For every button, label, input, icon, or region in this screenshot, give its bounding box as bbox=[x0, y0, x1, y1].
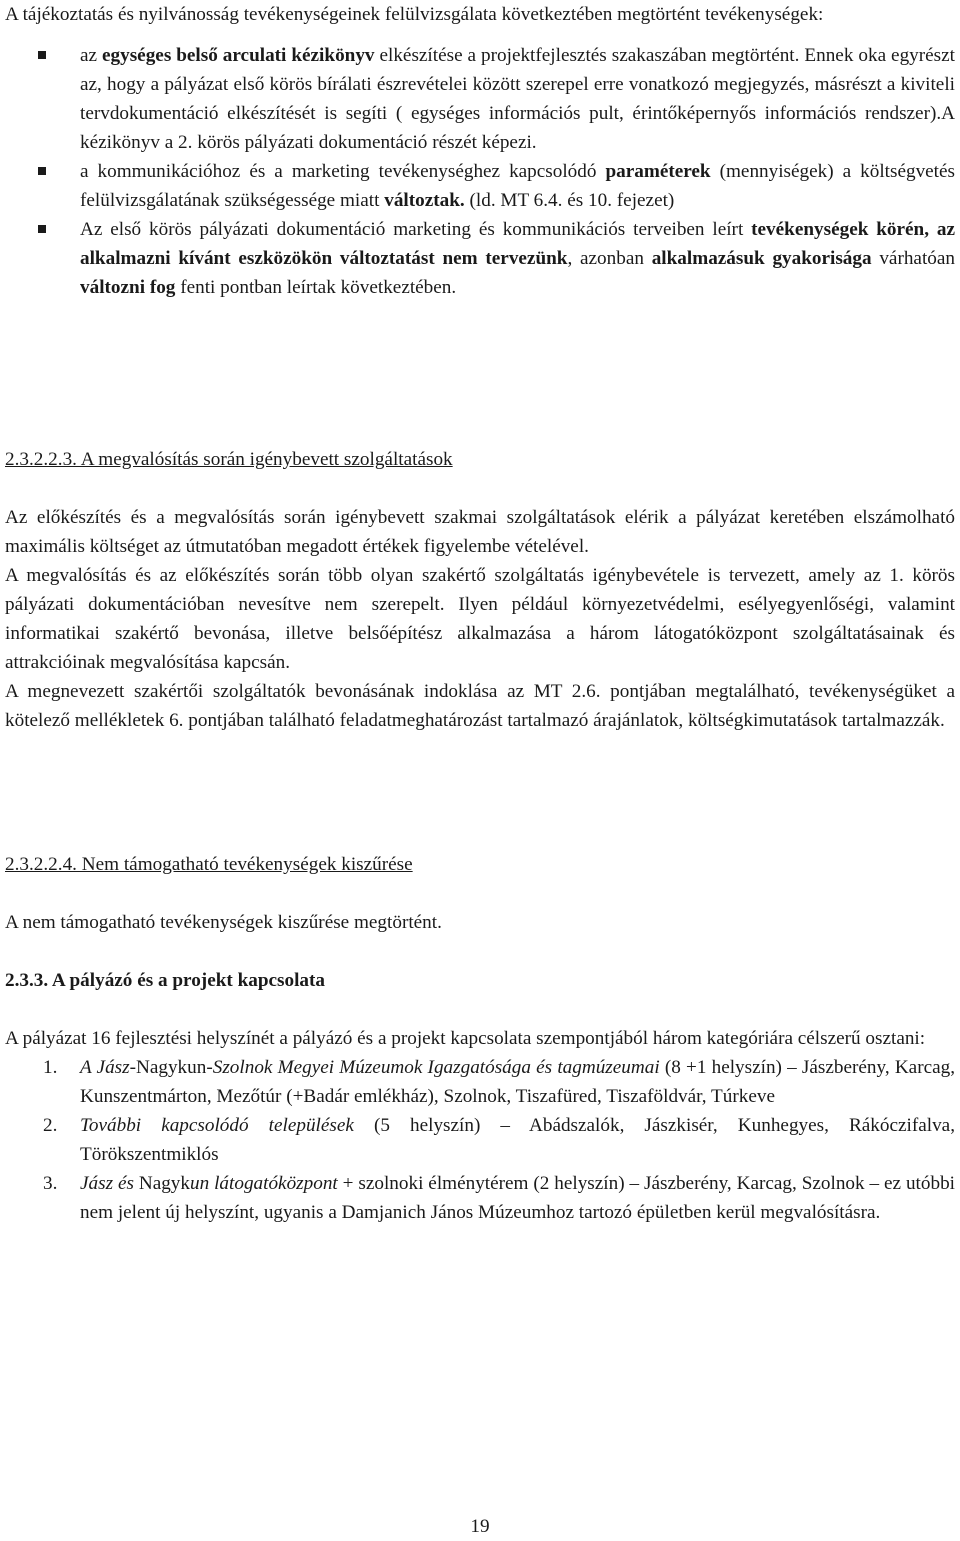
italic-text: A Jász- bbox=[80, 1057, 136, 1078]
italic-text: un látogatóközpont bbox=[190, 1173, 338, 1194]
section-heading-applicant-project: 2.3.3. A pályázó és a projekt kapcsolata bbox=[5, 970, 325, 991]
list-item bbox=[5, 1053, 955, 1111]
list-text: (8 +1 helyszín) – Jászberény, Karcag, Kunszentmárton, Mezőtúr (+Badár emlékház), Szolnok, Tiszafüred, Tiszaföldvár, Túrkeve bbox=[80, 1057, 956, 1107]
section-services bbox=[5, 445, 955, 735]
bullet-text: Az első körös pályázati dokumentáció marketing és kommunikációs terveiben leírt bbox=[80, 219, 752, 240]
section-applicant-project bbox=[5, 966, 955, 1227]
list-item bbox=[5, 1111, 955, 1169]
bullet-bold-text: alkalmazásuk gyakorisága bbox=[651, 248, 872, 269]
italic-text: Szolnok Megyei Múzeumok Igazgatósága és tagmúzeumai bbox=[212, 1057, 660, 1078]
section-heading-services: 2.3.2.2.3. A megvalósítás során igénybevett szolgáltatások bbox=[5, 449, 453, 470]
top-block bbox=[5, 0, 955, 302]
bullet-text: a kommunikációhoz és a marketing tevékenységhez kapcsolódó bbox=[80, 161, 606, 182]
list-text: + szolnoki élménytérem (2 helyszín) – Jászberény, Karcag, Szolnok – ez utóbbi nem jelent új helyszínt, ugyanis a Damjanich János Múzeumhoz tartozó épületben kerül megvalósításra. bbox=[80, 1173, 955, 1223]
bullet-text: várhatóan bbox=[871, 248, 955, 269]
bullet-bold-text: változni fog bbox=[80, 277, 176, 298]
intro-paragraph: A tájékoztatás és nyilvánosság tevékenységeinek felülvizsgálata következtében megtörtént tevékenységek: bbox=[5, 4, 824, 25]
list-number: 1. bbox=[43, 1057, 58, 1078]
bullet-item-marketing bbox=[5, 215, 955, 302]
section-heading-unsupported: 2.3.2.2.4. Nem támogatható tevékenységek kiszűrése bbox=[5, 854, 413, 875]
bullet-text: az bbox=[80, 45, 103, 66]
list-number: 2. bbox=[43, 1115, 58, 1136]
bullet-text: (mennyiségek) a költségvetés felülvizsgálatának szükségessége miatt bbox=[80, 161, 955, 211]
bullet-item-parameters bbox=[5, 157, 955, 215]
list-item bbox=[5, 1169, 955, 1227]
list-number: 3. bbox=[43, 1173, 58, 1194]
paragraph: A megvalósítás és az előkészítés során több olyan szakértő szolgáltatás igénybevétele is tervezett, amely az 1. körös pályázati dokumentációban nevesítve nem szerepelt. Ilyen például környezetvédelmi, esélyegyenlőségi, valamint informatikai szakértő bevonása, illetve belsőépítész alkalmazása a három látogatóközpont szolgáltatásainak és attrakcióinak megvalósítása kapcsán. bbox=[5, 565, 955, 673]
bullet-text: , azonban bbox=[567, 248, 652, 269]
activity-bullet-list bbox=[5, 41, 955, 302]
paragraph: A nem támogatható tevékenységek kiszűrése megtörtént. bbox=[5, 912, 442, 933]
page-number: 19 bbox=[470, 1516, 490, 1537]
bullet-item-manual bbox=[5, 41, 955, 157]
bullet-bold-text: egységes belső arculati kézikönyv bbox=[102, 45, 375, 66]
list-text: Nagyk bbox=[138, 1173, 190, 1194]
paragraph: Az előkészítés és a megvalósítás során igénybevett szakmai szolgáltatások elérik a pályázat keretében elszámolható maximális költséget az útmutatóban megadott értékek figyelembe vételével. bbox=[5, 507, 955, 557]
paragraph: A megnevezett szakértői szolgáltatók bevonásának indoklása az MT 2.6. pontjában megtalálható, tevékenységüket a kötelező mellékletek 6. pontjában található feladatmeghatározást tartalmazó árajánlatok, költségkimutatások tartalmazzák. bbox=[5, 681, 955, 731]
bullet-text: fenti pontban leírtak következtében. bbox=[175, 277, 457, 298]
bullet-text: (ld. MT 6.4. és 10. fejezet) bbox=[464, 190, 675, 211]
paragraph: A pályázat 16 fejlesztési helyszínét a pályázó és a projekt kapcsolata szempontjából három kategóriára célszerű osztani: bbox=[5, 1028, 926, 1049]
list-text: Nagykun- bbox=[136, 1057, 213, 1078]
bullet-text: elkészítése a projektfejlesztés szakaszában megtörtént. Ennek oka egyrészt az, hogy a pályázat első körös bírálati észrevételei között szerepel erre vonatkozó megjegyzés, másrészt a kiviteli tervdokumentáció elkészítését is segíti ( egységes információs pult, érintőképernyős információs rendszer).A kézikönyv a 2. körös pályázati dokumentáció részét képezi. bbox=[80, 45, 955, 153]
list-text: (5 helyszín) – Abádszalók, Jászkisér, Kunhegyes, Rákóczifalva, Törökszentmiklós bbox=[80, 1115, 955, 1165]
bullet-bold-text: változtak. bbox=[384, 190, 465, 211]
bullet-bold-text: tevékenységek körén, az alkalmazni kívánt eszközökön változtatást nem tervezünk bbox=[80, 219, 955, 269]
italic-text: Jász és bbox=[80, 1173, 139, 1194]
location-category-list bbox=[5, 1053, 955, 1227]
bullet-bold-text: paraméterek bbox=[605, 161, 711, 182]
section-unsupported bbox=[5, 850, 955, 937]
italic-text: További kapcsolódó települések bbox=[80, 1115, 354, 1136]
